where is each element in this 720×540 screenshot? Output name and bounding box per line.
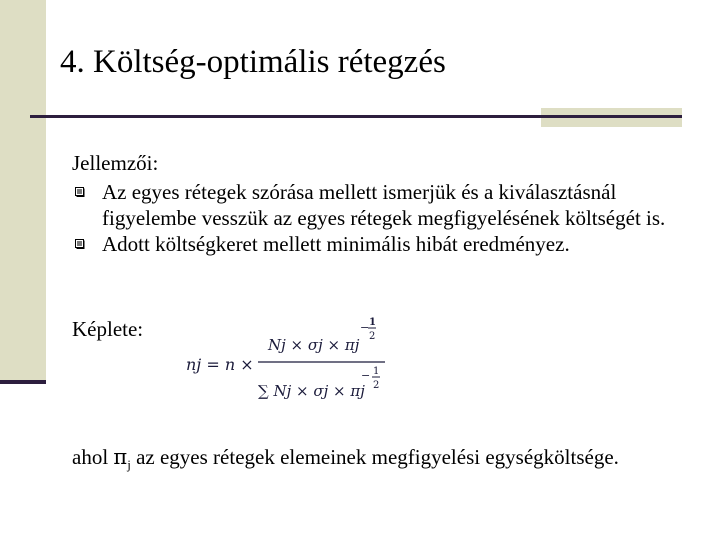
formula-exp-num-bottom: 1	[373, 366, 380, 377]
formula-exp-den-bottom: 2	[373, 380, 380, 391]
hollow-square-bullet-icon	[75, 187, 85, 197]
left-accent-bar	[0, 0, 46, 383]
footer-pi-symbol: π	[113, 445, 128, 469]
formula-numerator: Nj × σj × πj	[268, 336, 360, 354]
formula-exp-den-top: 2	[369, 331, 376, 342]
formula-denominator: ∑ Nj × σj × πj	[258, 382, 365, 400]
bullet-item	[72, 179, 672, 231]
formula-exp-sign-top: −	[360, 321, 370, 334]
footer-note	[72, 444, 619, 478]
footer-suffix: az egyes rétegek elemeinek megfigyelési egységköltsége.	[130, 445, 619, 469]
footer-pi-subscript: j	[127, 457, 131, 473]
slide-title: 4. Költség-optimális rétegzés	[60, 44, 446, 80]
footer-prefix: ahol	[72, 445, 114, 469]
hollow-square-bullet-icon	[75, 239, 85, 249]
formula-label: Képlete:	[72, 317, 144, 341]
bullet-item	[72, 231, 672, 257]
formula-exp-num-top: 1	[369, 317, 376, 328]
formula-exp-sign-bottom: −	[361, 369, 371, 382]
title-rule-accent-line	[541, 115, 682, 118]
bullet-text: Adott költségkeret mellett minimális hibát eredményez.	[102, 232, 570, 256]
section-heading: Jellemzői:	[72, 151, 159, 175]
bullet-list	[72, 179, 672, 257]
bullet-text: Az egyes rétegek szórása mellett ismerjük és a kiválasztásnál figyelembe vesszük az egyes rétegek megfigyelésének költségét is.	[102, 180, 666, 230]
formula-image	[180, 312, 390, 412]
left-accent-bar-edge	[0, 380, 46, 384]
formula-lhs: nj = n ×	[186, 355, 254, 374]
